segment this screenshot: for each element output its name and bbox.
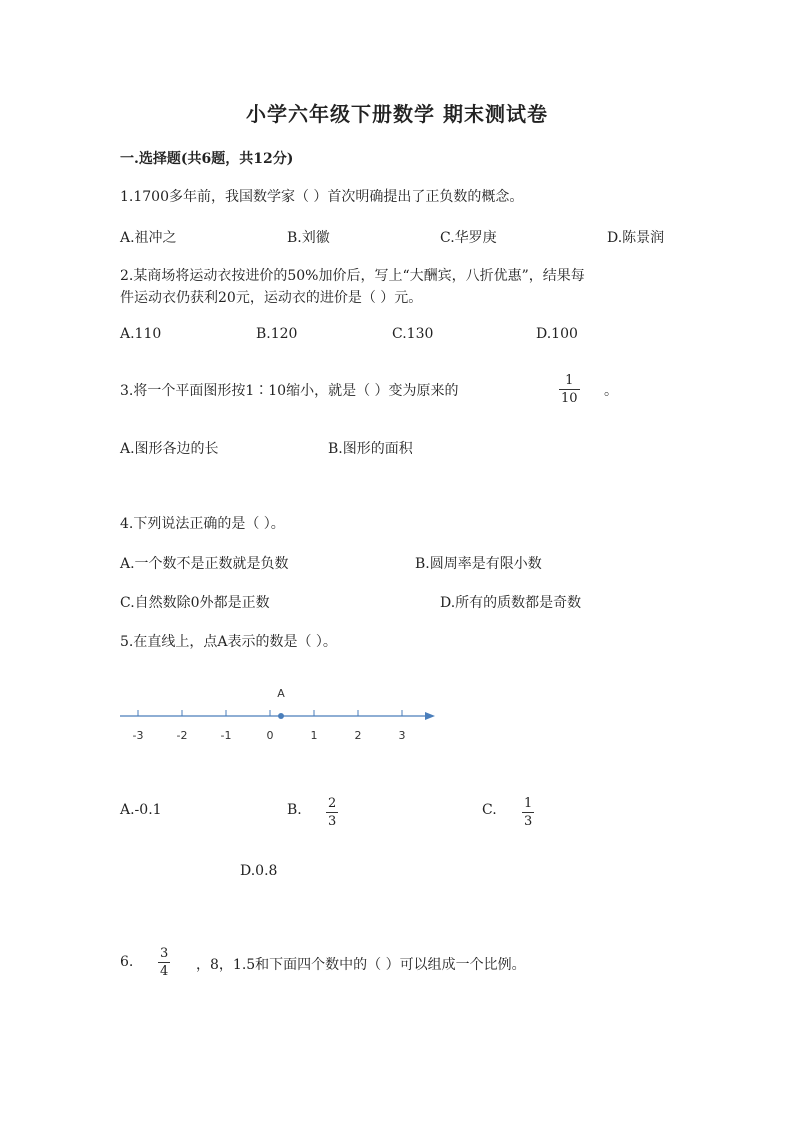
section-heading: 一.选择题(共6题，共12分) bbox=[120, 151, 294, 167]
q2-option-b: B.120 bbox=[256, 326, 298, 342]
q1-option-d: D.陈景润 bbox=[607, 230, 665, 246]
q6-fraction-numerator: 3 bbox=[160, 946, 169, 961]
question-4-text: 4.下列说法正确的是（ ）。 bbox=[120, 516, 285, 532]
number-line-figure bbox=[115, 682, 445, 746]
q3-option-b: B.图形的面积 bbox=[328, 441, 413, 457]
q5-option-c-numerator: 1 bbox=[524, 796, 533, 811]
number-line-ticks bbox=[138, 710, 402, 716]
page-title: 小学六年级下册数学 期末测试卷 bbox=[246, 102, 548, 126]
q3-fraction bbox=[559, 373, 580, 406]
q5-option-b-denominator: 3 bbox=[328, 814, 337, 829]
question-3-text-end: 。 bbox=[604, 383, 618, 399]
q5-option-b-label: B. bbox=[287, 802, 302, 818]
q5-option-b-fraction bbox=[326, 796, 338, 829]
q4-option-c: C.自然数除0外都是正数 bbox=[120, 595, 270, 611]
q5-option-c-bar bbox=[522, 812, 534, 813]
q5-option-d: D.0.8 bbox=[240, 863, 278, 879]
number-line-tick-label: 1 bbox=[310, 729, 318, 742]
q3-option-a: A.图形各边的长 bbox=[120, 441, 219, 457]
q3-fraction-numerator: 1 bbox=[565, 373, 574, 388]
question-6-prefix: 6. bbox=[120, 954, 134, 970]
q6-fraction-bar bbox=[158, 962, 170, 963]
q5-option-c-denominator: 3 bbox=[524, 814, 533, 829]
q6-fraction bbox=[158, 946, 170, 979]
number-line-labels bbox=[133, 729, 406, 742]
q4-option-d: D.所有的质数都是奇数 bbox=[440, 595, 582, 611]
question-2-line-1: 2.某商场将运动衣按进价的50%加价后，写上“大酬宾，八折优惠”，结果每 bbox=[120, 268, 585, 284]
q4-option-b: B.圆周率是有限小数 bbox=[415, 556, 542, 572]
q5-option-b-numerator: 2 bbox=[328, 796, 337, 811]
q3-fraction-bar bbox=[559, 389, 580, 390]
q5-option-c-fraction bbox=[522, 796, 534, 829]
q2-option-c: C.130 bbox=[392, 326, 434, 342]
question-3-text: 3.将一个平面图形按1∶10缩小，就是（ ）变为原来的 bbox=[120, 383, 459, 399]
q1-option-a: A.祖冲之 bbox=[120, 230, 177, 246]
q5-option-b-bar bbox=[326, 812, 338, 813]
number-line-tick-label: -1 bbox=[220, 729, 232, 742]
number-line-tick-label: 0 bbox=[266, 729, 274, 742]
q5-option-c-label: C. bbox=[482, 802, 497, 818]
q2-option-d: D.100 bbox=[536, 326, 578, 342]
q2-option-a: A.110 bbox=[120, 326, 162, 342]
question-1-text: 1.1700多年前，我国数学家（ ）首次明确提出了正负数的概念。 bbox=[120, 189, 524, 205]
point-a-label: A bbox=[277, 687, 285, 700]
point-a-marker bbox=[278, 713, 284, 719]
number-line-arrow bbox=[425, 712, 435, 720]
question-6-text: ，8，1.5和下面四个数中的（ ）可以组成一个比例。 bbox=[196, 957, 526, 973]
number-line-tick-label: 3 bbox=[398, 729, 406, 742]
number-line-tick-label: 2 bbox=[354, 729, 362, 742]
q3-fraction-denominator: 10 bbox=[561, 391, 578, 406]
question-2-line-2: 件运动衣仍获利20元，运动衣的进价是（ ）元。 bbox=[120, 290, 423, 306]
q1-option-c: C.华罗庚 bbox=[440, 230, 497, 246]
q6-fraction-denominator: 4 bbox=[160, 964, 169, 979]
question-5-text: 5.在直线上，点A表示的数是（ ）。 bbox=[120, 634, 337, 650]
number-line-tick-label: -3 bbox=[132, 729, 144, 742]
q1-option-b: B.刘徽 bbox=[287, 230, 330, 246]
number-line-tick-label: -2 bbox=[176, 729, 188, 742]
q4-option-a: A.一个数不是正数就是负数 bbox=[120, 556, 289, 572]
q5-option-a: A.-0.1 bbox=[120, 802, 162, 818]
